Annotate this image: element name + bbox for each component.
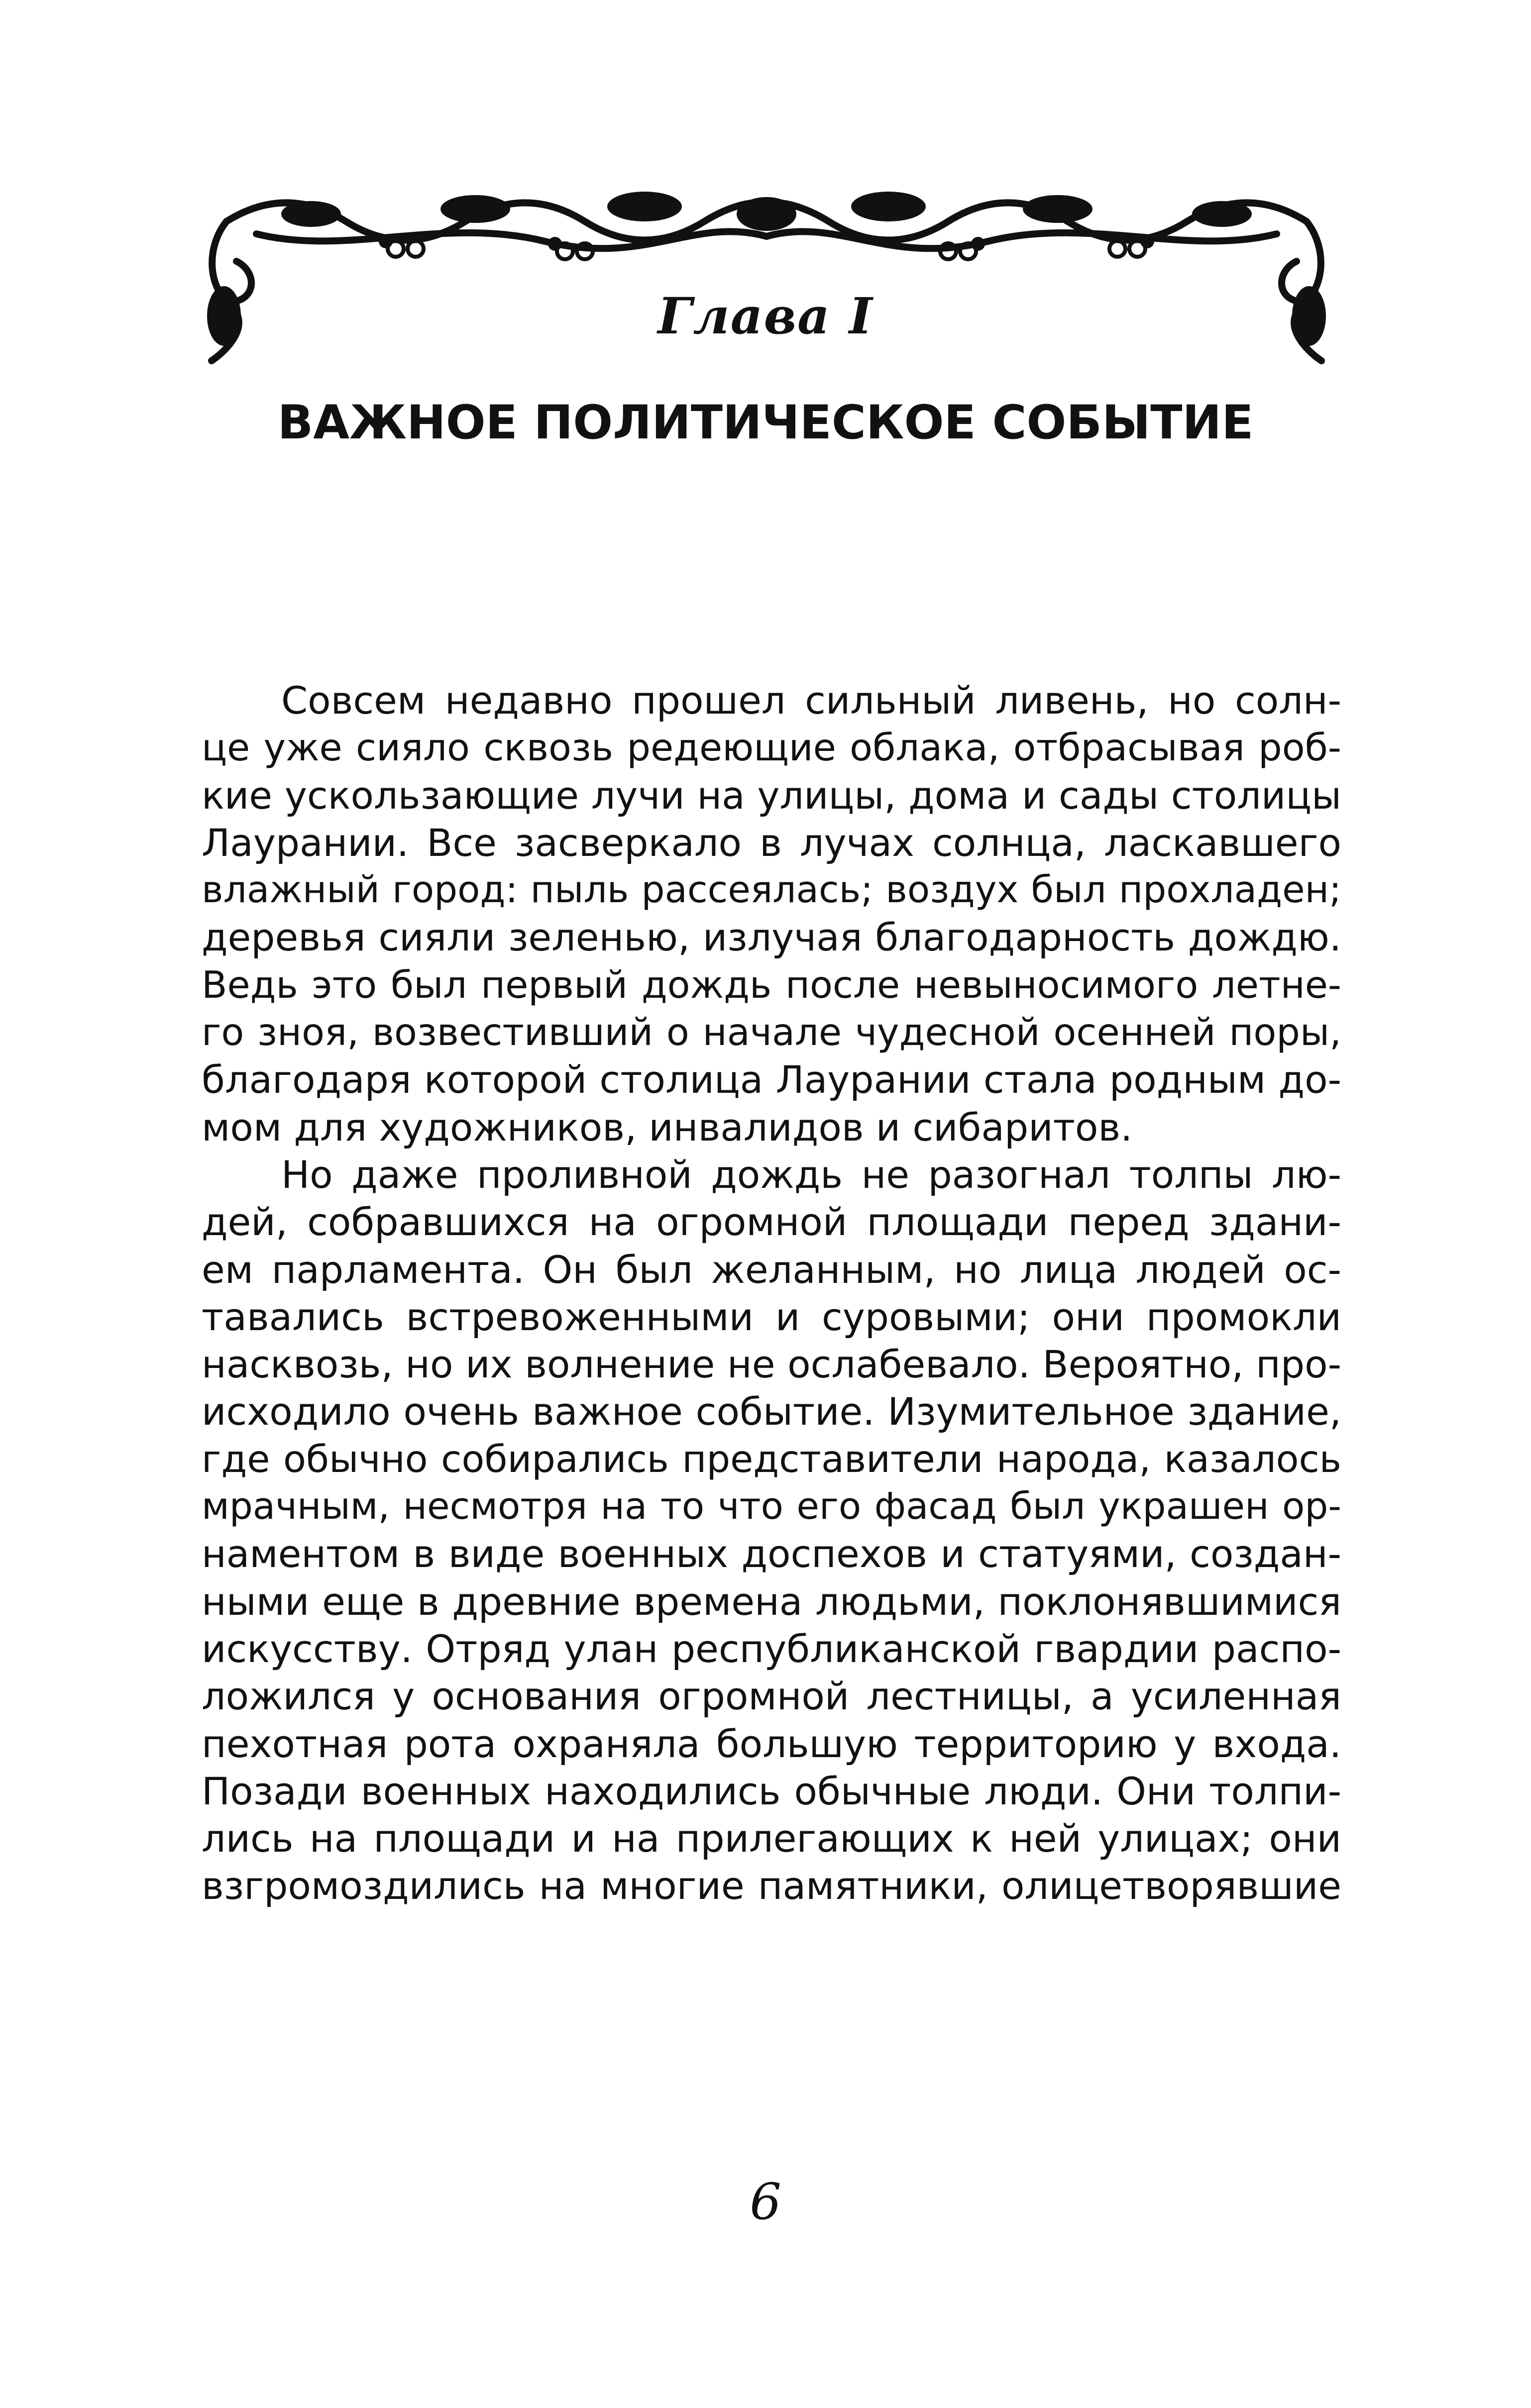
text-line: ем парламента. Он был желанным, но лица людей ос-: [202, 1247, 1341, 1292]
text-line: Позади военных находились обычные люди. Они толпи-: [202, 1769, 1341, 1813]
text-line: мрачным, несмотря на то что его фасад был украшен ор-: [202, 1485, 1341, 1528]
text-line: наментом в виде военных доспехов и статуями, создан-: [202, 1532, 1341, 1576]
text-line: лись на площади и на прилегающих к ней улицах; они: [202, 1816, 1341, 1861]
text-line: Но даже проливной дождь не разогнал толпы лю-: [281, 1152, 1341, 1197]
text-line: мом для художников, инвалидов и сибаритов.: [202, 1105, 1133, 1150]
body-text: [202, 677, 1341, 1910]
text-line: ными еще в древние времена людьми, поклонявшимися: [202, 1579, 1341, 1624]
paragraph-1: [202, 677, 1341, 1151]
text-line: Совсем недавно прошел сильный ливень, но солн-: [281, 678, 1341, 723]
chapter-label: Глава I: [657, 287, 874, 345]
paragraph-2: [202, 1151, 1341, 1910]
text-line: го зноя, возвестивший о начале чудесной осенней поры,: [202, 1010, 1341, 1054]
text-line: Ведь это был первый дождь после невыносимого летне-: [202, 962, 1341, 1007]
text-line: Лаурании. Все засверкало в лучах солнца, ласкавшего: [202, 820, 1341, 865]
text-line: исходило очень важное событие. Изумительное здание,: [202, 1389, 1341, 1434]
text-line: пехотная рота охраняла большую территорию у входа.: [202, 1721, 1341, 1766]
text-line: дей, собравшихся на огромной площади перед здани-: [202, 1200, 1341, 1245]
page-number: 6: [750, 2173, 781, 2231]
text-line: деревья сияли зеленью, излучая благодарность дождю.: [202, 915, 1341, 960]
text-line: тавались встревоженными и суровыми; они промокли: [202, 1294, 1341, 1339]
text-line: ложился у основания огромной лестницы, а усиленная: [202, 1674, 1341, 1719]
text-line: благодаря которой столица Лаурании стала родным до-: [202, 1057, 1341, 1102]
text-line: влажный город: пыль рассеялась; воздух был прохладен;: [202, 868, 1341, 912]
chapter-ornament-frame: [197, 187, 1336, 376]
text-line: взгромоздились на многие памятники, олицетворявшие: [202, 1864, 1341, 1908]
text-line: кие ускользающие лучи на улицы, дома и сады столицы: [202, 773, 1341, 818]
text-line: це уже сияло сквозь редеющие облака, отбрасывая роб-: [202, 726, 1341, 770]
text-line: насквозь, но их волнение не ослабевало. Вероятно, про-: [202, 1342, 1341, 1387]
chapter-title: ВАЖНОЕ ПОЛИТИЧЕСКОЕ СОБЫТИЕ: [277, 396, 1254, 450]
text-line: где обычно собирались представители народа, казалось: [202, 1437, 1341, 1481]
text-line: искусству. Отряд улан республиканской гвардии распо-: [202, 1626, 1341, 1671]
